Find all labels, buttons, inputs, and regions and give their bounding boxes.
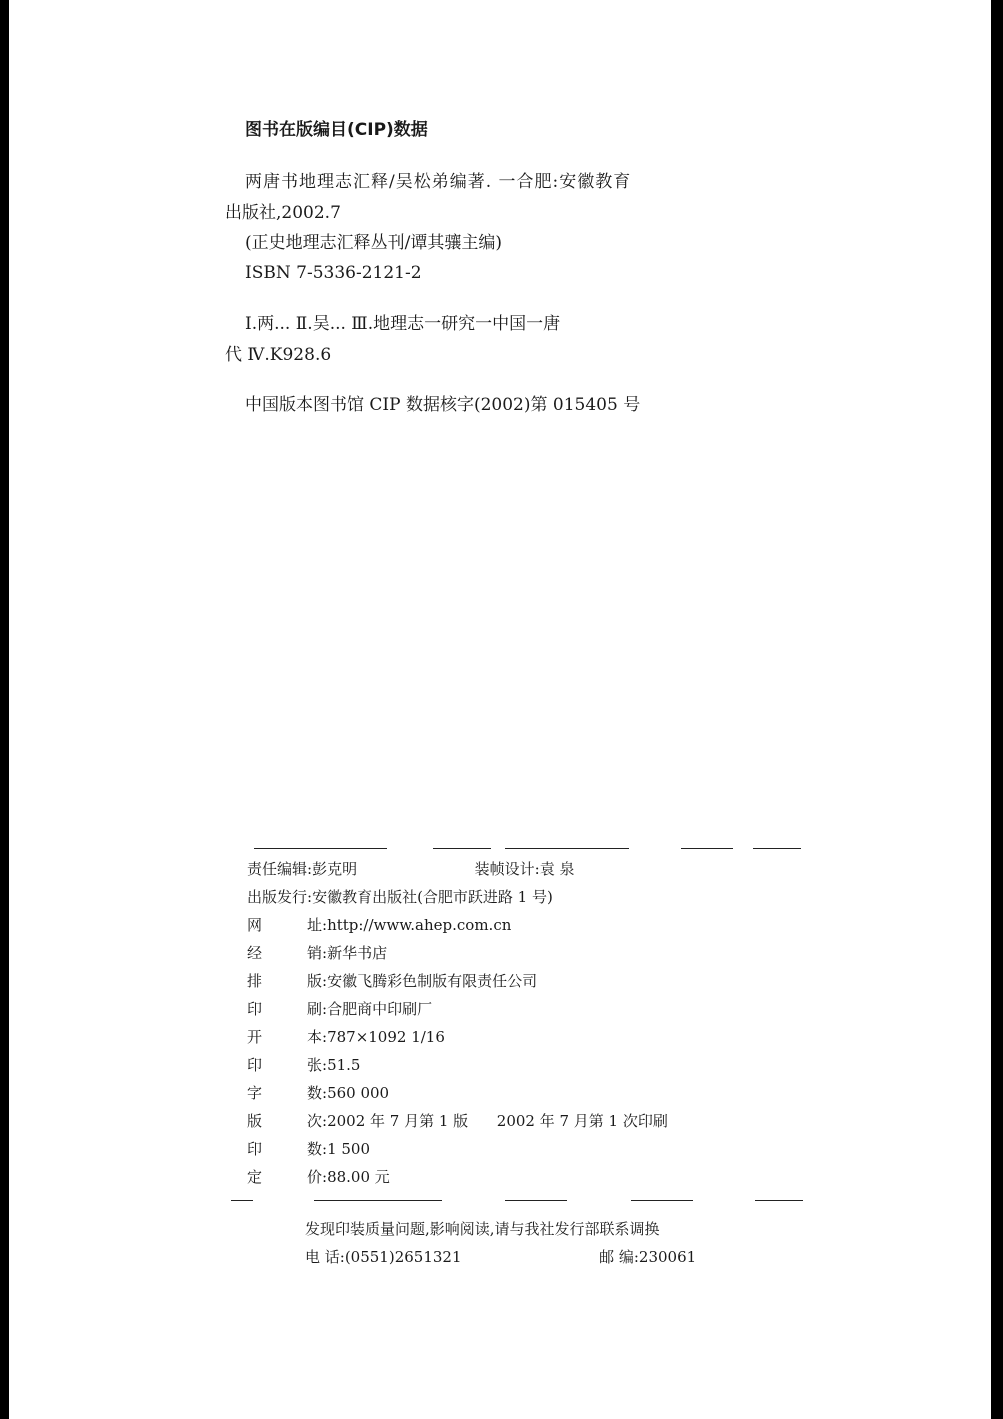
- row-label-b: 次:: [307, 1112, 328, 1130]
- postcode-value: 230061: [638, 1248, 697, 1266]
- publisher-value: 安徽教育出版社(合肥市跃进路 1 号): [312, 888, 553, 906]
- row-value: 88.00 元: [327, 1168, 390, 1186]
- row-label-b: 价:: [307, 1168, 328, 1186]
- credits-row: [247, 974, 537, 989]
- bottom-rule-4: [631, 1200, 693, 1201]
- row-value: 787×1092 1/16: [327, 1028, 445, 1046]
- row-label-a: 经: [247, 944, 263, 962]
- editor-name: 彭克明: [312, 860, 358, 878]
- editor-label: 责任编辑:: [247, 860, 313, 878]
- row-label-b: 张:: [307, 1056, 328, 1074]
- row-value: 安徽飞腾彩色制版有限责任公司: [327, 972, 538, 990]
- row-label-a: 网: [247, 916, 263, 934]
- designer-name: 袁 泉: [539, 860, 575, 878]
- row-label-a: 版: [247, 1112, 263, 1130]
- row-label-b: 刷:: [307, 1000, 328, 1018]
- top-rule-3: [505, 848, 629, 849]
- row-label-a: 印: [247, 1056, 263, 1074]
- row-value: 1 500: [327, 1140, 371, 1158]
- cip-title: 图书在版编目(CIP)数据: [245, 120, 428, 140]
- copyright-page: [9, 0, 991, 1419]
- credits-row: [247, 1114, 668, 1129]
- top-rule-4: [681, 848, 733, 849]
- row-label-a: 印: [247, 1140, 263, 1158]
- postcode-label: 邮 编:: [599, 1248, 639, 1266]
- row-label-b: 本:: [307, 1028, 328, 1046]
- bottom-rule-3: [505, 1200, 567, 1201]
- cip-classification-cont: 代 Ⅳ.K928.6: [225, 345, 332, 365]
- row-label-b: 版:: [307, 972, 328, 990]
- phone-label: 电 话:: [305, 1248, 345, 1266]
- quality-notice: 发现印装质量问题,影响阅读,请与我社发行部联系调换: [305, 1220, 660, 1238]
- row-label-b: 址:: [307, 916, 328, 934]
- row-label-a: 排: [247, 972, 263, 990]
- cip-line-1: 两唐书地理志汇释/吴松弟编著. 一合肥:安徽教育: [245, 172, 632, 192]
- bottom-rule-1: [231, 1200, 253, 1201]
- bottom-rule-5: [755, 1200, 803, 1201]
- credits-row: [247, 1030, 445, 1045]
- credits-row: [247, 1002, 432, 1017]
- phone-number: (0551)2651321: [344, 1248, 462, 1266]
- credits-publisher-row: [247, 890, 553, 905]
- designer-label: 装帧设计:: [474, 860, 540, 878]
- bottom-rule-2: [314, 1200, 442, 1201]
- row-value: 560 000: [327, 1084, 390, 1102]
- row-label-b: 销:: [307, 944, 328, 962]
- cip-line-3: (正史地理志汇释丛刊/谭其骧主编): [245, 233, 502, 253]
- cip-isbn: ISBN 7-5336-2121-2: [245, 263, 422, 283]
- row-label-a: 定: [247, 1168, 263, 1186]
- cip-classification: Ⅰ.两... Ⅱ.吴... Ⅲ.地理志一研究一中国一唐: [245, 314, 561, 334]
- row-label-b: 数:: [307, 1084, 328, 1102]
- top-rule-2: [433, 848, 491, 849]
- credits-editor-row: [247, 862, 574, 877]
- contact-row: [305, 1250, 696, 1265]
- credits-row: [247, 1170, 390, 1185]
- credits-row: [247, 946, 387, 961]
- row-value: 合肥商中印刷厂: [327, 1000, 433, 1018]
- publisher-label: 出版发行:: [247, 888, 313, 906]
- row-value: 51.5: [327, 1056, 361, 1074]
- row-value: 新华书店: [327, 944, 388, 962]
- row-label-a: 字: [247, 1084, 263, 1102]
- cip-approval-number: 中国版本图书馆 CIP 数据核字(2002)第 015405 号: [245, 395, 641, 415]
- top-rule-5: [753, 848, 801, 849]
- row-value: http://www.ahep.com.cn: [327, 916, 512, 934]
- row-label-a: 印: [247, 1000, 263, 1018]
- credits-row: [247, 918, 511, 933]
- top-rule-1: [254, 848, 387, 849]
- credits-row: [247, 1142, 370, 1157]
- credits-row: [247, 1058, 360, 1073]
- row-value: 2002 年 7 月第 1 版 2002 年 7 月第 1 次印刷: [327, 1112, 668, 1130]
- credits-row: [247, 1086, 389, 1101]
- row-label-b: 数:: [307, 1140, 328, 1158]
- row-label-a: 开: [247, 1028, 263, 1046]
- cip-line-2: 出版社,2002.7: [225, 203, 341, 223]
